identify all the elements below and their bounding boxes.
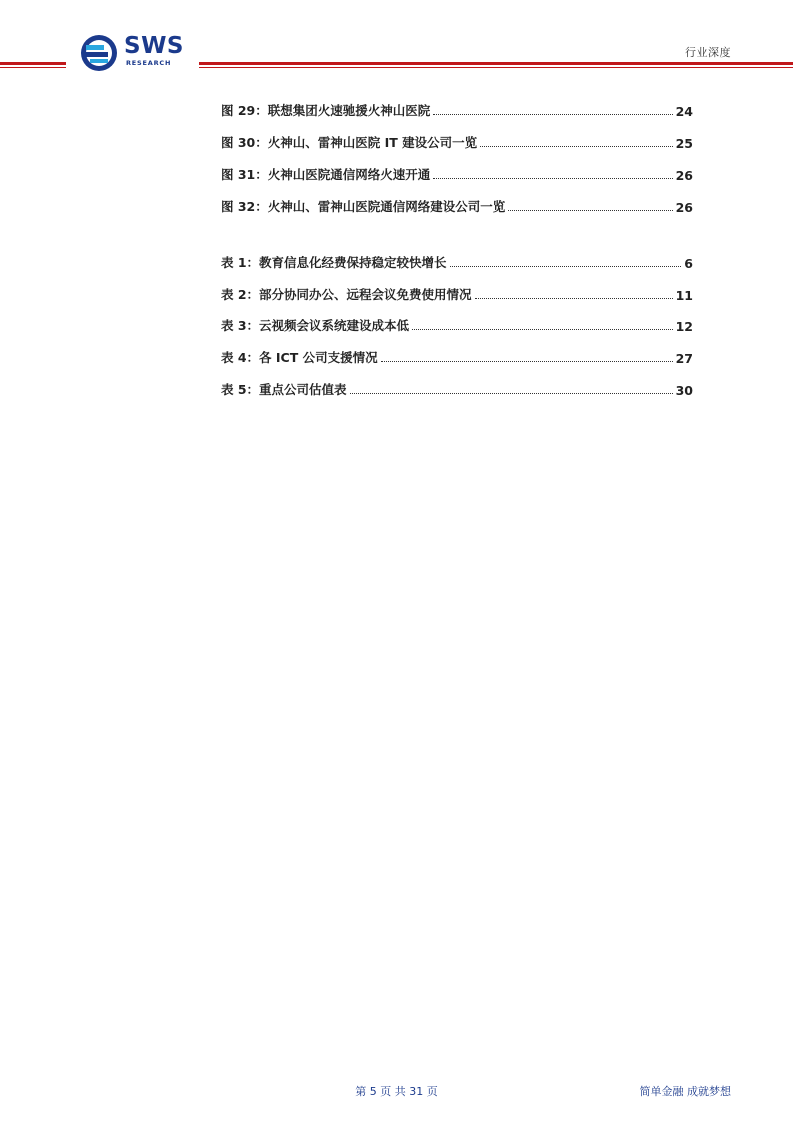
dot-leader bbox=[381, 361, 673, 362]
toc-entry-page: 24 bbox=[675, 104, 693, 119]
toc-entry-figure-29[interactable] bbox=[221, 99, 693, 119]
toc-entry-figure-32[interactable] bbox=[221, 195, 693, 215]
toc-entry-table-2[interactable] bbox=[221, 283, 693, 303]
dot-leader bbox=[475, 298, 673, 299]
toc-entry-label: 图 31：火神山医院通信网络火速开通 bbox=[221, 167, 431, 182]
toc-entry-table-3[interactable] bbox=[221, 314, 693, 334]
toc-entry-figure-30[interactable] bbox=[221, 131, 693, 151]
toc-entry-label: 表 5：重点公司估值表 bbox=[221, 382, 347, 397]
toc-entry-table-4[interactable] bbox=[221, 346, 693, 366]
dot-leader bbox=[433, 114, 672, 115]
dot-leader bbox=[412, 329, 673, 330]
toc-entry-label: 表 1：教育信息化经费保持稳定较快增长 bbox=[221, 255, 447, 270]
dot-leader bbox=[450, 266, 682, 267]
toc-entry-page: 26 bbox=[675, 200, 693, 215]
toc-entry-label: 图 29：联想集团火速驰援火神山医院 bbox=[221, 103, 431, 118]
toc-entry-page: 27 bbox=[675, 351, 693, 366]
page-number: 第 5 页 共 31 页 bbox=[355, 1085, 438, 1098]
report-section-label: 行业深度 bbox=[685, 46, 731, 59]
toc-entry-page: 26 bbox=[675, 168, 693, 183]
toc-entry-page: 30 bbox=[675, 383, 693, 398]
toc-entry-label: 表 4：各 ICT 公司支援情况 bbox=[221, 350, 378, 365]
toc-entry-label: 表 2：部分协同办公、远程会议免费使用情况 bbox=[221, 287, 472, 302]
toc-entry-page: 25 bbox=[675, 136, 693, 151]
dot-leader bbox=[350, 393, 673, 394]
toc-entry-label: 图 32：火神山、雷神山医院通信网络建设公司一览 bbox=[221, 199, 506, 214]
dot-leader bbox=[480, 146, 672, 147]
toc-entry-figure-31[interactable] bbox=[221, 163, 693, 183]
toc-entry-table-5[interactable] bbox=[221, 378, 693, 398]
toc-entry-page: 6 bbox=[684, 256, 693, 271]
toc-entry-label: 表 3：云视频会议系统建设成本低 bbox=[221, 318, 410, 333]
logo-subtitle: RESEARCH bbox=[126, 59, 172, 67]
header-rule-right-thick bbox=[199, 62, 793, 65]
toc-entry-page: 11 bbox=[675, 288, 693, 303]
toc-entry-label: 图 30：火神山、雷神山医院 IT 建设公司一览 bbox=[221, 135, 478, 150]
dot-leader bbox=[508, 210, 672, 211]
header-rule-left-thick bbox=[0, 62, 66, 65]
company-logo bbox=[80, 33, 190, 73]
sws-logo-icon bbox=[80, 34, 118, 72]
dot-leader bbox=[433, 178, 672, 179]
toc-entry-page: 12 bbox=[675, 319, 693, 334]
logo-title: SWS bbox=[124, 33, 184, 59]
footer-slogan: 简单金融 成就梦想 bbox=[639, 1085, 731, 1098]
header-rule-right-thin bbox=[199, 67, 793, 68]
toc-entry-table-1[interactable] bbox=[221, 251, 693, 271]
header-rule-left-thin bbox=[0, 67, 66, 68]
